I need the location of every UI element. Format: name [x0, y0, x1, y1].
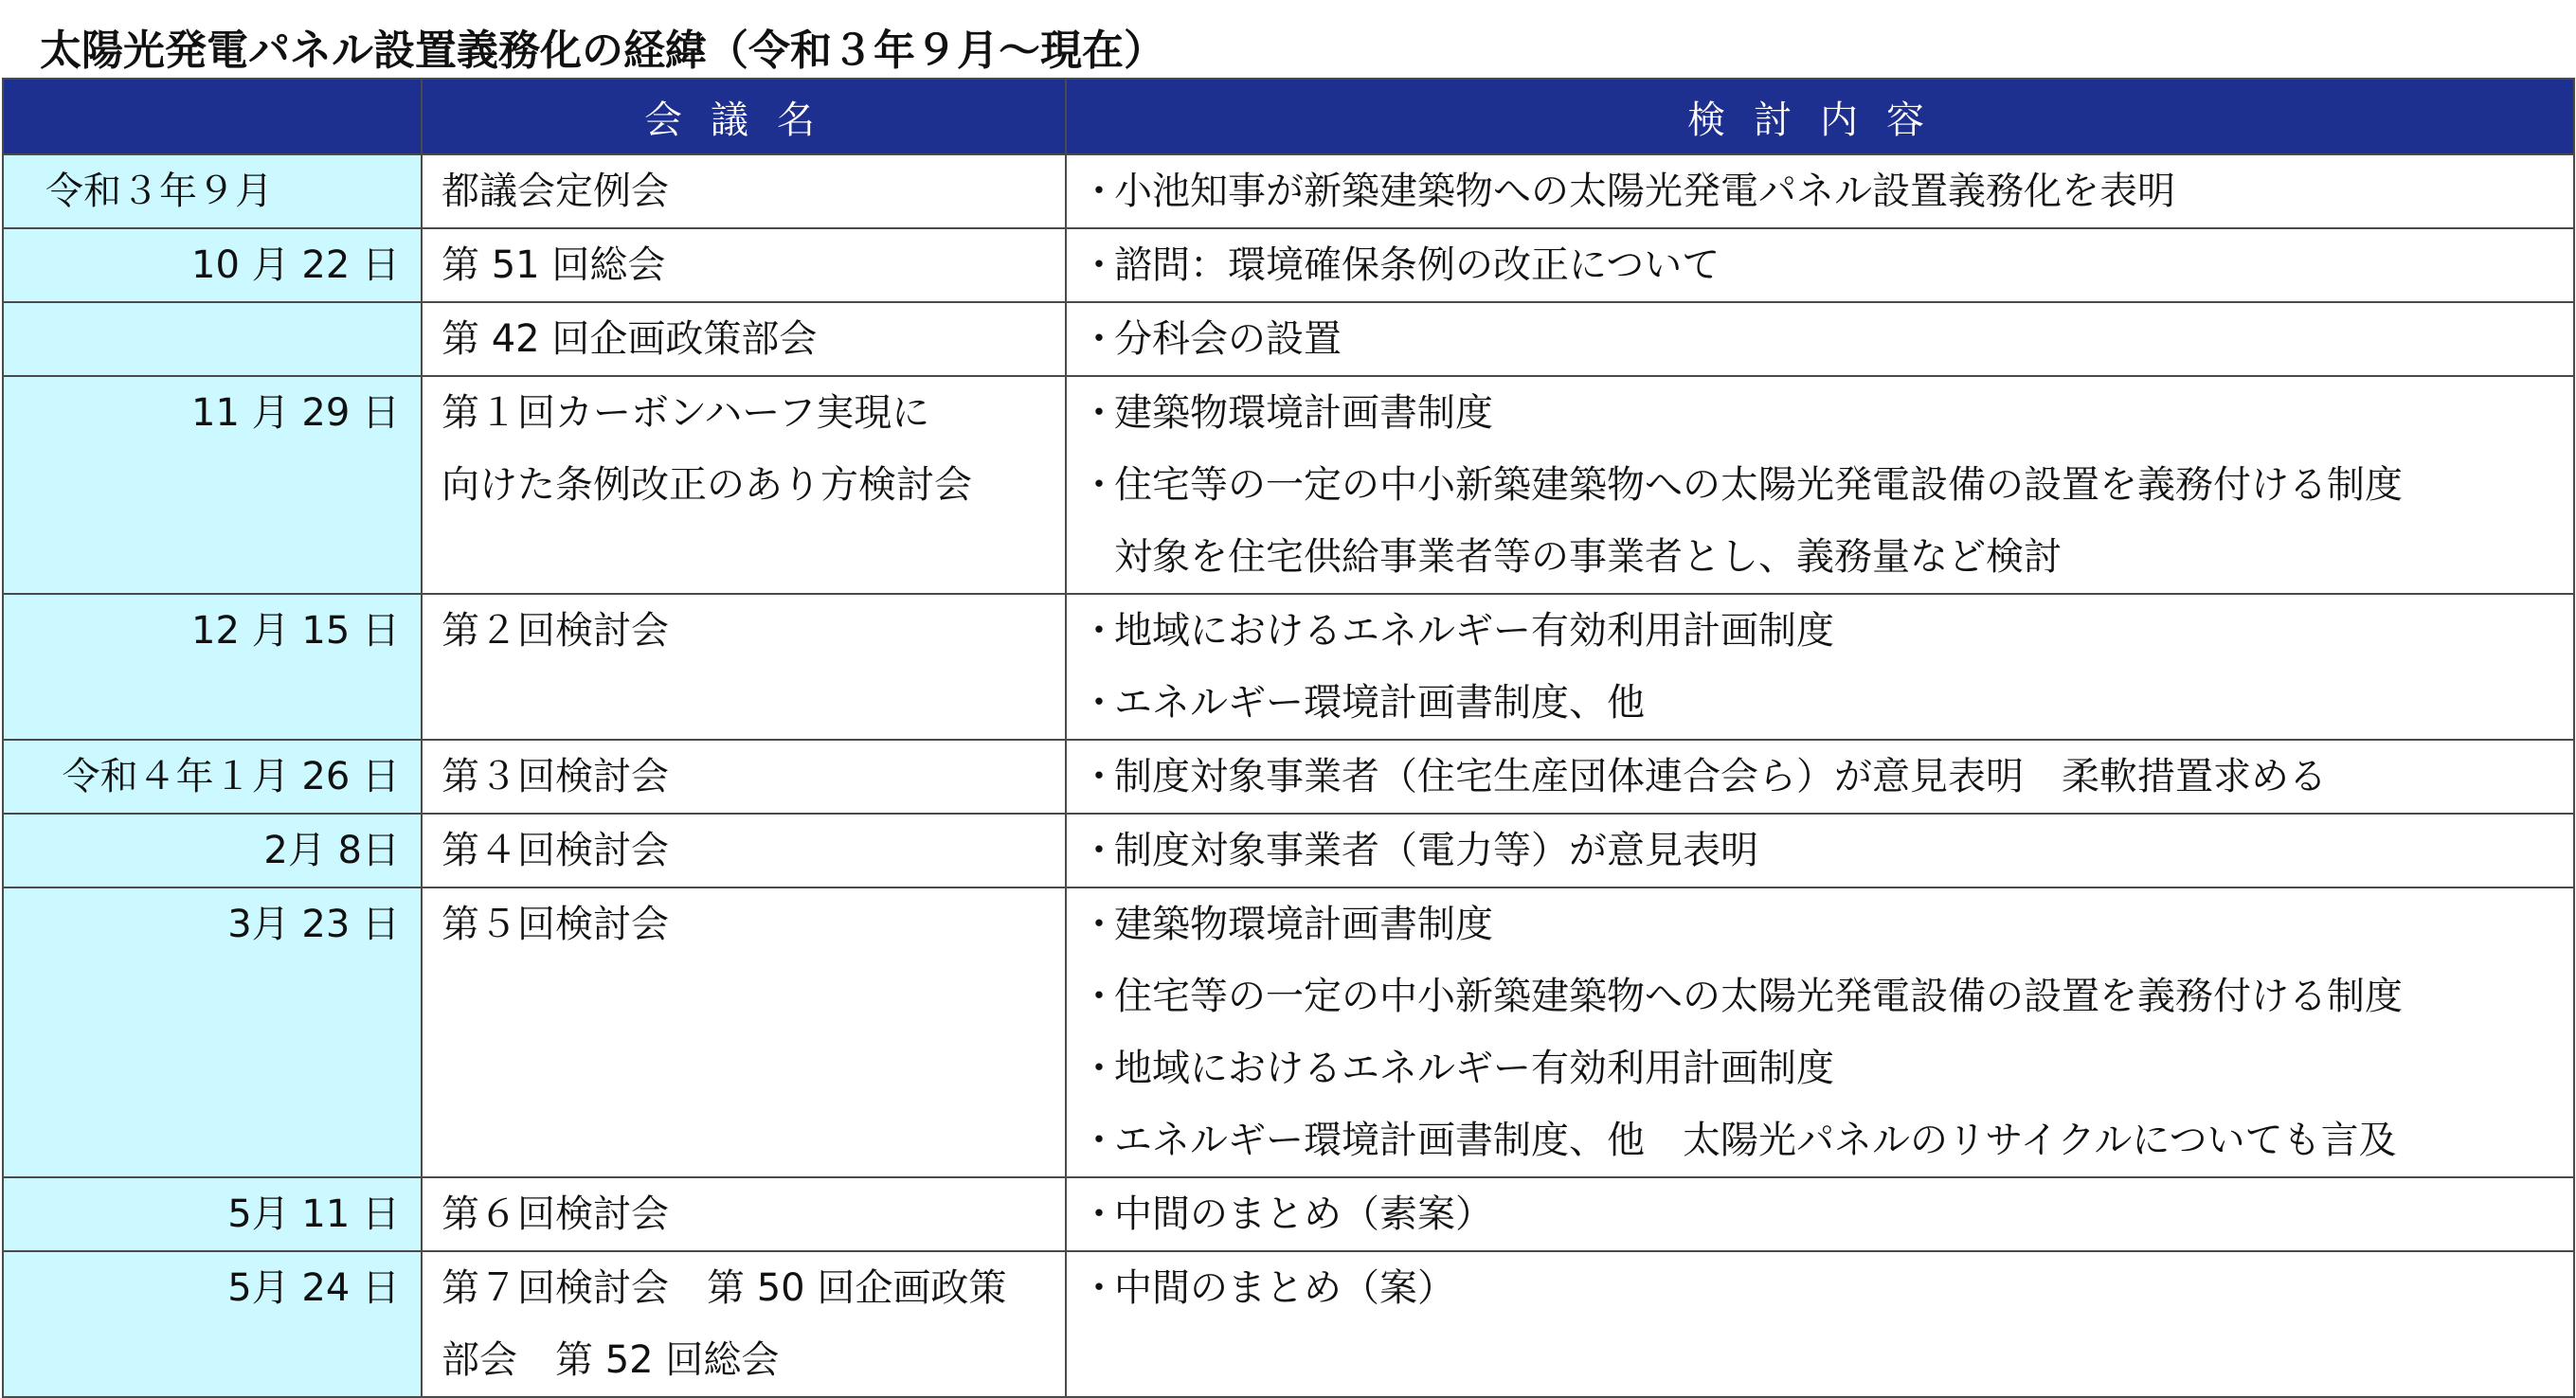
- content-item: [1080, 449, 2554, 521]
- bullet-mark: ・: [1080, 975, 1118, 1018]
- meeting-line: 第 42 回企画政策部会: [441, 317, 818, 361]
- header-meeting: 会議名: [422, 79, 1066, 154]
- date-cell: 12 月 15 日: [3, 594, 422, 740]
- content-cell: [1066, 376, 2574, 594]
- timeline-table: [2, 78, 2575, 1398]
- content-cell: [1066, 594, 2574, 740]
- meeting-cell: [422, 154, 1066, 228]
- bullet-mark: ・: [1080, 1119, 1118, 1162]
- content-item: [1080, 1178, 2554, 1250]
- content-item: [1080, 1252, 2554, 1324]
- date-cell: [3, 302, 422, 376]
- bullet-mark: ・: [1080, 1047, 1118, 1090]
- bullet-mark: ・: [1080, 681, 1118, 725]
- meeting-cell: [422, 887, 1066, 1177]
- table-row: [3, 1251, 2574, 1397]
- meeting-line: 第３回検討会: [441, 755, 669, 798]
- content-text: 分科会の設置: [1114, 317, 1342, 361]
- header-content: 検討内容: [1066, 79, 2574, 154]
- meeting-cell: [422, 376, 1066, 594]
- content-text: 制度対象事業者（電力等）が意見表明: [1114, 829, 1758, 872]
- meeting-cell: [422, 1177, 1066, 1251]
- meeting-line: 第７回検討会 第 50 回企画政策: [441, 1266, 1007, 1310]
- table-row: [3, 594, 2574, 740]
- meeting-line: 第 51 回総会: [441, 243, 666, 287]
- content-cell: [1066, 1251, 2574, 1397]
- content-text: 地域におけるエネルギー有効利用計画制度: [1114, 609, 1834, 653]
- date-cell: 2月 8日: [3, 814, 422, 887]
- bullet-mark: ・: [1080, 391, 1118, 435]
- content-item: [1080, 741, 2554, 813]
- date-cell: 3月 23 日: [3, 887, 422, 1177]
- content-cell: [1066, 228, 2574, 302]
- bullet-mark: ・: [1080, 243, 1118, 287]
- table-row: [3, 740, 2574, 814]
- bullet-mark: ・: [1080, 609, 1118, 653]
- content-cell: [1066, 154, 2574, 228]
- content-item: [1080, 815, 2554, 887]
- content-text: 住宅等の一定の中小新築建築物への太陽光発電設備の設置を義務付ける制度: [1114, 463, 2403, 507]
- bullet-mark: ・: [1080, 829, 1118, 872]
- content-item: [1080, 155, 2554, 227]
- content-text: エネルギー環境計画書制度、他 太陽光パネルのリサイクルについても言及: [1114, 1119, 2397, 1162]
- meeting-cell: [422, 594, 1066, 740]
- table-row: [3, 154, 2574, 228]
- content-text: 諮問：環境確保条例の改正について: [1114, 243, 1720, 287]
- meeting-cell: [422, 302, 1066, 376]
- meeting-line: 第６回検討会: [441, 1192, 669, 1236]
- bullet-mark: ・: [1080, 463, 1118, 507]
- content-item: [1080, 1104, 2554, 1176]
- content-text: 対象を住宅供給事業者等の事業者とし、義務量など検討: [1114, 535, 2062, 579]
- table-row: [3, 1177, 2574, 1251]
- header-row: [3, 79, 2574, 154]
- table-row: [3, 814, 2574, 887]
- meeting-cell: [422, 1251, 1066, 1397]
- table-row: [3, 302, 2574, 376]
- bullet-mark: ・: [1080, 1192, 1118, 1236]
- content-item: [1080, 667, 2554, 739]
- meeting-line: 都議会定例会: [441, 170, 669, 213]
- date-cell: 5月 11 日: [3, 1177, 422, 1251]
- meeting-line: 第５回検討会: [441, 903, 669, 946]
- bullet-mark: ・: [1080, 170, 1118, 213]
- content-text: エネルギー環境計画書制度、他: [1114, 681, 1645, 725]
- date-cell: 11 月 29 日: [3, 376, 422, 594]
- table-row: [3, 887, 2574, 1177]
- content-item: [1080, 229, 2554, 301]
- content-cell: [1066, 814, 2574, 887]
- table-row: [3, 228, 2574, 302]
- content-text: 小池知事が新築建築物への太陽光発電パネル設置義務化を表明: [1114, 170, 2175, 213]
- meeting-line: 第１回カーボンハーフ実現に: [441, 391, 930, 435]
- bullet-mark: ・: [1080, 903, 1118, 946]
- content-text: 地域におけるエネルギー有効利用計画制度: [1114, 1047, 1834, 1090]
- content-item: [1080, 888, 2554, 960]
- content-cell: [1066, 1177, 2574, 1251]
- page-title: 太陽光発電パネル設置義務化の経緯（令和３年９月～現在）: [40, 27, 1165, 75]
- content-item: [1080, 595, 2554, 667]
- meeting-line: 第２回検討会: [441, 609, 669, 653]
- date-cell: 令和４年１月 26 日: [3, 740, 422, 814]
- content-item: [1080, 303, 2554, 375]
- date-cell: 令和３年９月: [3, 154, 422, 228]
- meeting-line: 向けた条例改正のあり方検討会: [441, 463, 972, 507]
- meeting-cell: [422, 740, 1066, 814]
- header-date: [3, 79, 422, 154]
- content-cell: [1066, 740, 2574, 814]
- meeting-line: 部会 第 52 回総会: [441, 1338, 780, 1382]
- content-item: [1080, 960, 2554, 1032]
- date-cell: 5月 24 日: [3, 1251, 422, 1397]
- bullet-mark: ・: [1080, 317, 1118, 361]
- meeting-line: 第４回検討会: [441, 829, 669, 872]
- content-item: [1080, 521, 2554, 593]
- bullet-mark: ・: [1080, 755, 1118, 798]
- content-text: 中間のまとめ（素案）: [1114, 1192, 1493, 1236]
- content-cell: [1066, 887, 2574, 1177]
- content-cell: [1066, 302, 2574, 376]
- meeting-cell: [422, 228, 1066, 302]
- content-item: [1080, 377, 2554, 449]
- content-text: 住宅等の一定の中小新築建築物への太陽光発電設備の設置を義務付ける制度: [1114, 975, 2403, 1018]
- date-cell: 10 月 22 日: [3, 228, 422, 302]
- content-text: 中間のまとめ（案）: [1114, 1266, 1455, 1310]
- bullet-mark: ・: [1080, 1266, 1118, 1310]
- meeting-cell: [422, 814, 1066, 887]
- content-text: 制度対象事業者（住宅生産団体連合会ら）が意見表明 柔軟措置求める: [1114, 755, 2327, 798]
- table-row: [3, 376, 2574, 594]
- content-text: 建築物環境計画書制度: [1114, 391, 1493, 435]
- content-item: [1080, 1032, 2554, 1104]
- content-text: 建築物環境計画書制度: [1114, 903, 1493, 946]
